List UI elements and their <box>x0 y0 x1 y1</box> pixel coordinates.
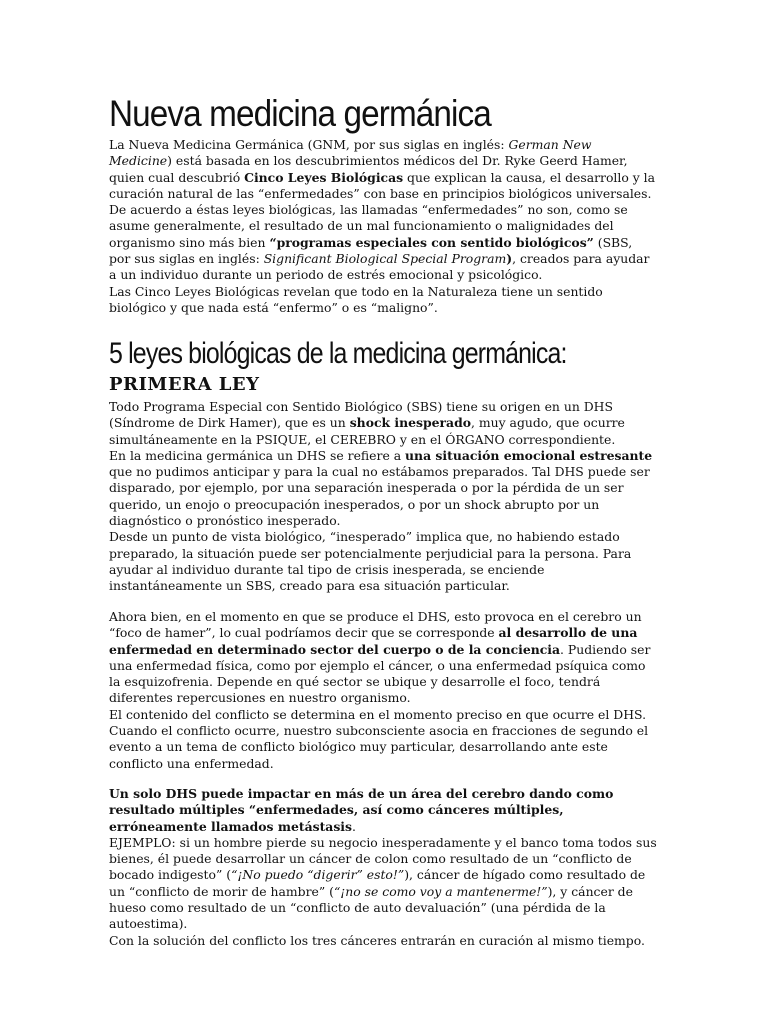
text-run: , muy agudo, que ocurre simultáneamente en la PSIQUE, el CEREBRO y en el ÓRGANO correspondiente. <box>109 415 625 447</box>
text-run: La Nueva Medicina Germánica (GNM, por sus siglas en inglés: <box>109 137 509 152</box>
law-title: PRIMERA LEY <box>109 374 260 395</box>
section-title: 5 leyes biológicas de la medicina germánica: <box>109 337 567 370</box>
law1-paragraph-6 <box>109 786 657 835</box>
bold-run: “programas especiales con sentido biológicos” <box>269 234 594 250</box>
law1-paragraph-7 <box>109 835 657 933</box>
law1-paragraph-3: Desde un punto de vista biológico, “inesperado” implica que, no habiendo estado preparado, la situación puede ser potencialmente perjudicial para la persona. Para ayudar al individuo durante tal tipo de crisis inesperada, se enciende instantáneamente un SBS, creado para esa situación particular. <box>109 529 632 594</box>
italic-run: German New Medicine <box>109 137 592 169</box>
law1-paragraph-8: Con la solución del conflicto los tres cánceres entrarán en curación al mismo tiempo. <box>109 932 645 948</box>
page-title: Nueva medicina germánica <box>109 93 491 134</box>
bold-run: ) <box>506 251 513 267</box>
text-run: En la medicina germánica un DHS se refiere a <box>109 447 406 463</box>
text-run: Todo Programa Especial con Sentido Biológico (SBS) tiene su origen en un DHS (Síndrome de Dirk Hamer), que es un <box>109 399 613 431</box>
intro-paragraph-3: Las Cinco Leyes Biológicas revelan que todo en la Naturaleza tiene un sentido biológico y que nada está “enfermo” o es “maligno”. <box>109 283 603 315</box>
text-run: ), y cáncer de hueso como resultado de un “conflicto de auto devaluación” (una pérdida de la autoestima). <box>109 883 633 932</box>
intro-text <box>109 137 657 316</box>
law1-text-c <box>109 786 657 949</box>
bold-run: una situación emocional estresante <box>405 447 653 463</box>
text-run: (SBS, por sus siglas en inglés: <box>109 234 633 267</box>
text-run: ) está basada en los descubrimientos médicos del Dr. Ryke Geerd Hamer, quien cual descubrió <box>109 153 628 185</box>
text-run: ), cáncer de hígado como resultado de un “conflicto de morir de hambre” ( <box>109 867 646 899</box>
italic-run: “¡No puedo “digerir” esto!” <box>231 867 405 883</box>
law1-paragraph-1 <box>109 399 657 448</box>
bold-run: shock inesperado <box>349 415 472 431</box>
bold-run: Cinco Leyes Biológicas <box>244 169 404 185</box>
text-run: que explican la causa, el desarrollo y la curación natural de las “enfermedades” con base en principios biológicos universales. <box>109 169 656 201</box>
text-run: que no pudimos anticipar y para la cual no estábamos preparados. Tal DHS puede ser disparado, por ejemplo, por una separación inesperada o por la pérdida de un ser querido, un enojo o preocupación inesperados, o por un shock abrupto por un diagnóstico o pronóstico inesperado. <box>109 464 650 529</box>
text-run: , creados para ayudar a un individuo durante un periodo de estrés emocional y psicológico. <box>109 251 650 283</box>
law1-text-b <box>109 609 657 772</box>
law1-paragraph-4 <box>109 609 657 707</box>
text-run: . Pudiendo ser una enfermedad física, como por ejemplo el cáncer, o una enfermedad psíquica como la esquizofrenia. Depende en qué sector se ubique y desarrolle el foco, tendrá diferentes repercusiones en nuestro organismo. <box>109 641 651 706</box>
intro-paragraph-1 <box>109 137 657 202</box>
text-run: . <box>351 818 356 834</box>
italic-run: Significant Biological Special Program <box>263 251 507 267</box>
italic-run: “¡no se como voy a mantenerme!” <box>333 883 548 899</box>
bold-run: Un solo DHS puede impactar en más de un área del cerebro dando como resultado múltiples “enfermedades, así como cánceres múltiples, erróneamente llamados metástasis <box>109 786 614 834</box>
text-run: Ahora bien, en el momento en que se produce el DHS, esto provoca en el cerebro un “foco de hamer”, lo cual podríamos decir que se corresponde <box>109 609 642 641</box>
law1-paragraph-5: El contenido del conflicto se determina en el momento preciso en que ocurre el DHS. Cuando el conflicto ocurre, nuestro subconsciente asocia en fracciones de segundo el evento a un tema de conflicto biológico muy particular, desarrollando ante este conflicto una enfermedad. <box>109 706 649 771</box>
bold-run: al desarrollo de una enfermedad en determinado sector del cuerpo o de la conciencia <box>109 625 638 657</box>
text-run: EJEMPLO: si un hombre pierde su negocio inesperadamente y el banco toma todos sus bienes, él puede desarrollar un cáncer de colon como resultado de un “conflicto de bocado indigesto” ( <box>109 834 657 883</box>
law1-text-a <box>109 399 657 595</box>
law1-paragraph-2 <box>109 448 657 529</box>
intro-paragraph-2 <box>109 202 657 283</box>
text-run: De acuerdo a éstas leyes biológicas, las llamadas “enfermedades” no son, como se asume generalmente, el resultado de un mal funcionamiento o malignidades del organismo sino más bien <box>109 202 628 250</box>
